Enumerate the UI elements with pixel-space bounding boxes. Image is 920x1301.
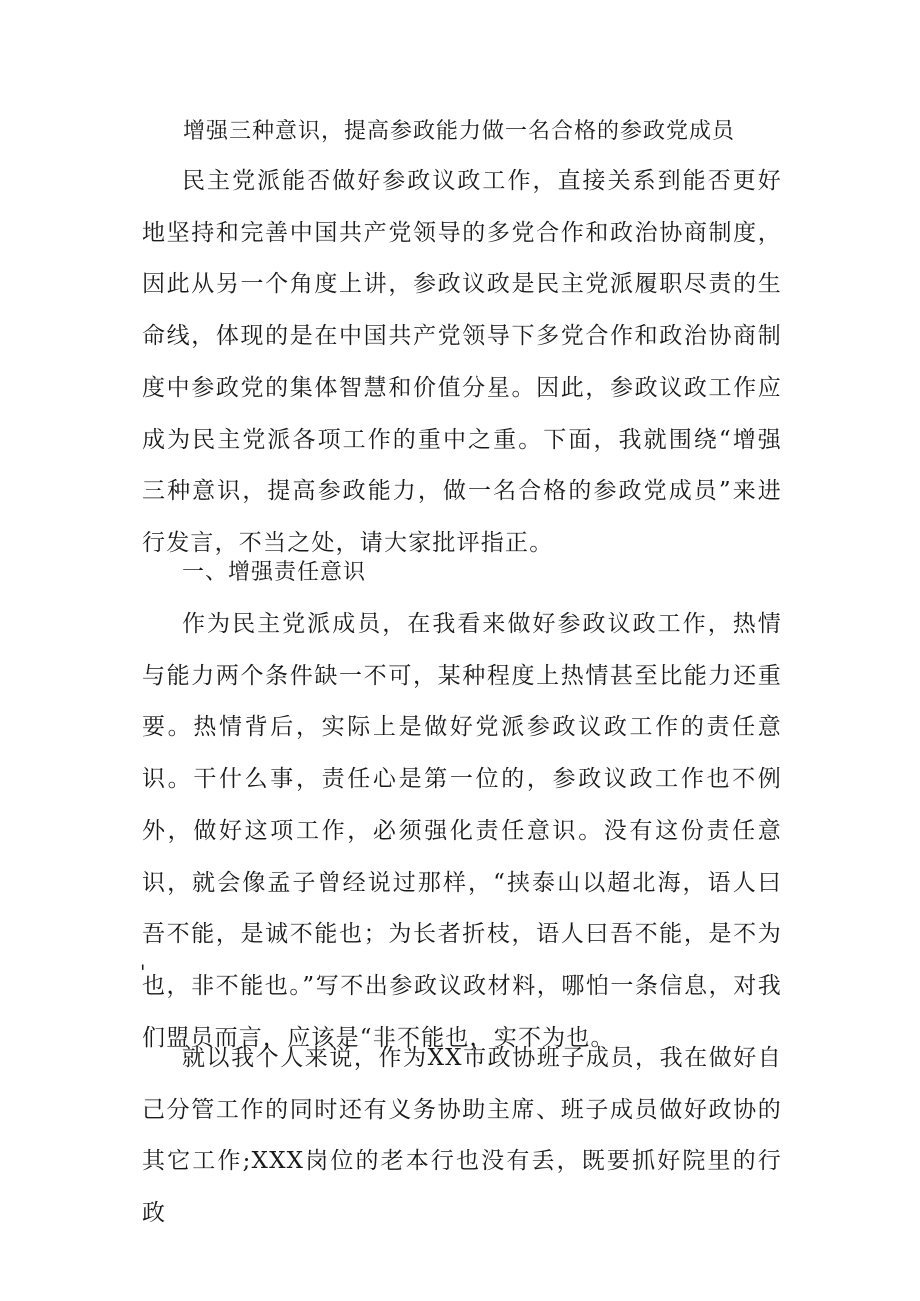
- intro-paragraph: 民主党派能否做好参政议政工作，直接关系到能否更好地坚持和完善中国共产党领导的多党合作和政治协商制度，因此从另一个角度上讲，参政议政是民主党派履职尽责的生命线，体现的是在中国共产党领导下多党合作和政治协商制度中参政党的集体智慧和价值分星。因此，参政议政工作应成为民主党派各项工作的重中之重。下面，我就围绕“增强三种意识，提高参政能力，做一名合格的参政党成员”来进行发言，不当之处，请大家批评指正。: [142, 168, 782, 556]
- personal-example-paragraph: 就以我个人来说，作为XX市政协班子成员，我在做好自己分管工作的同时还有义务协助主席、班子成员做好政协的其它工作;XXX岗位的老本行也没有丢，既要抓好院里的行政: [142, 1045, 782, 1227]
- stray-quote-mark: ': [140, 960, 146, 984]
- document-title: 增强三种意识，提高参政能力做一名合格的参政党成员: [183, 119, 736, 144]
- responsibility-paragraph: 作为民主党派成员，在我看来做好参政议政工作，热情与能力两个条件缺一不可，某种程度上热情甚至比能力还重要。热情背后，实际上是做好党派参政议政工作的责任意识。干什么事，责任心是第一位的，参政议政工作也不例外，做好这项工作，必须强化责任意识。没有这份责任意识，就会像孟子曾经说过那样，“挟泰山以超北海，语人曰吾不能，是诚不能也；为长者折枝，语人曰吾不能，是不为也，非不能也。”写不出参政议政材料，哪怕一条信息，对我们盟员而言，应该是“非不能也，实不为也。: [142, 611, 782, 1051]
- section-heading-responsibility: 一、增强责任意识: [182, 560, 367, 585]
